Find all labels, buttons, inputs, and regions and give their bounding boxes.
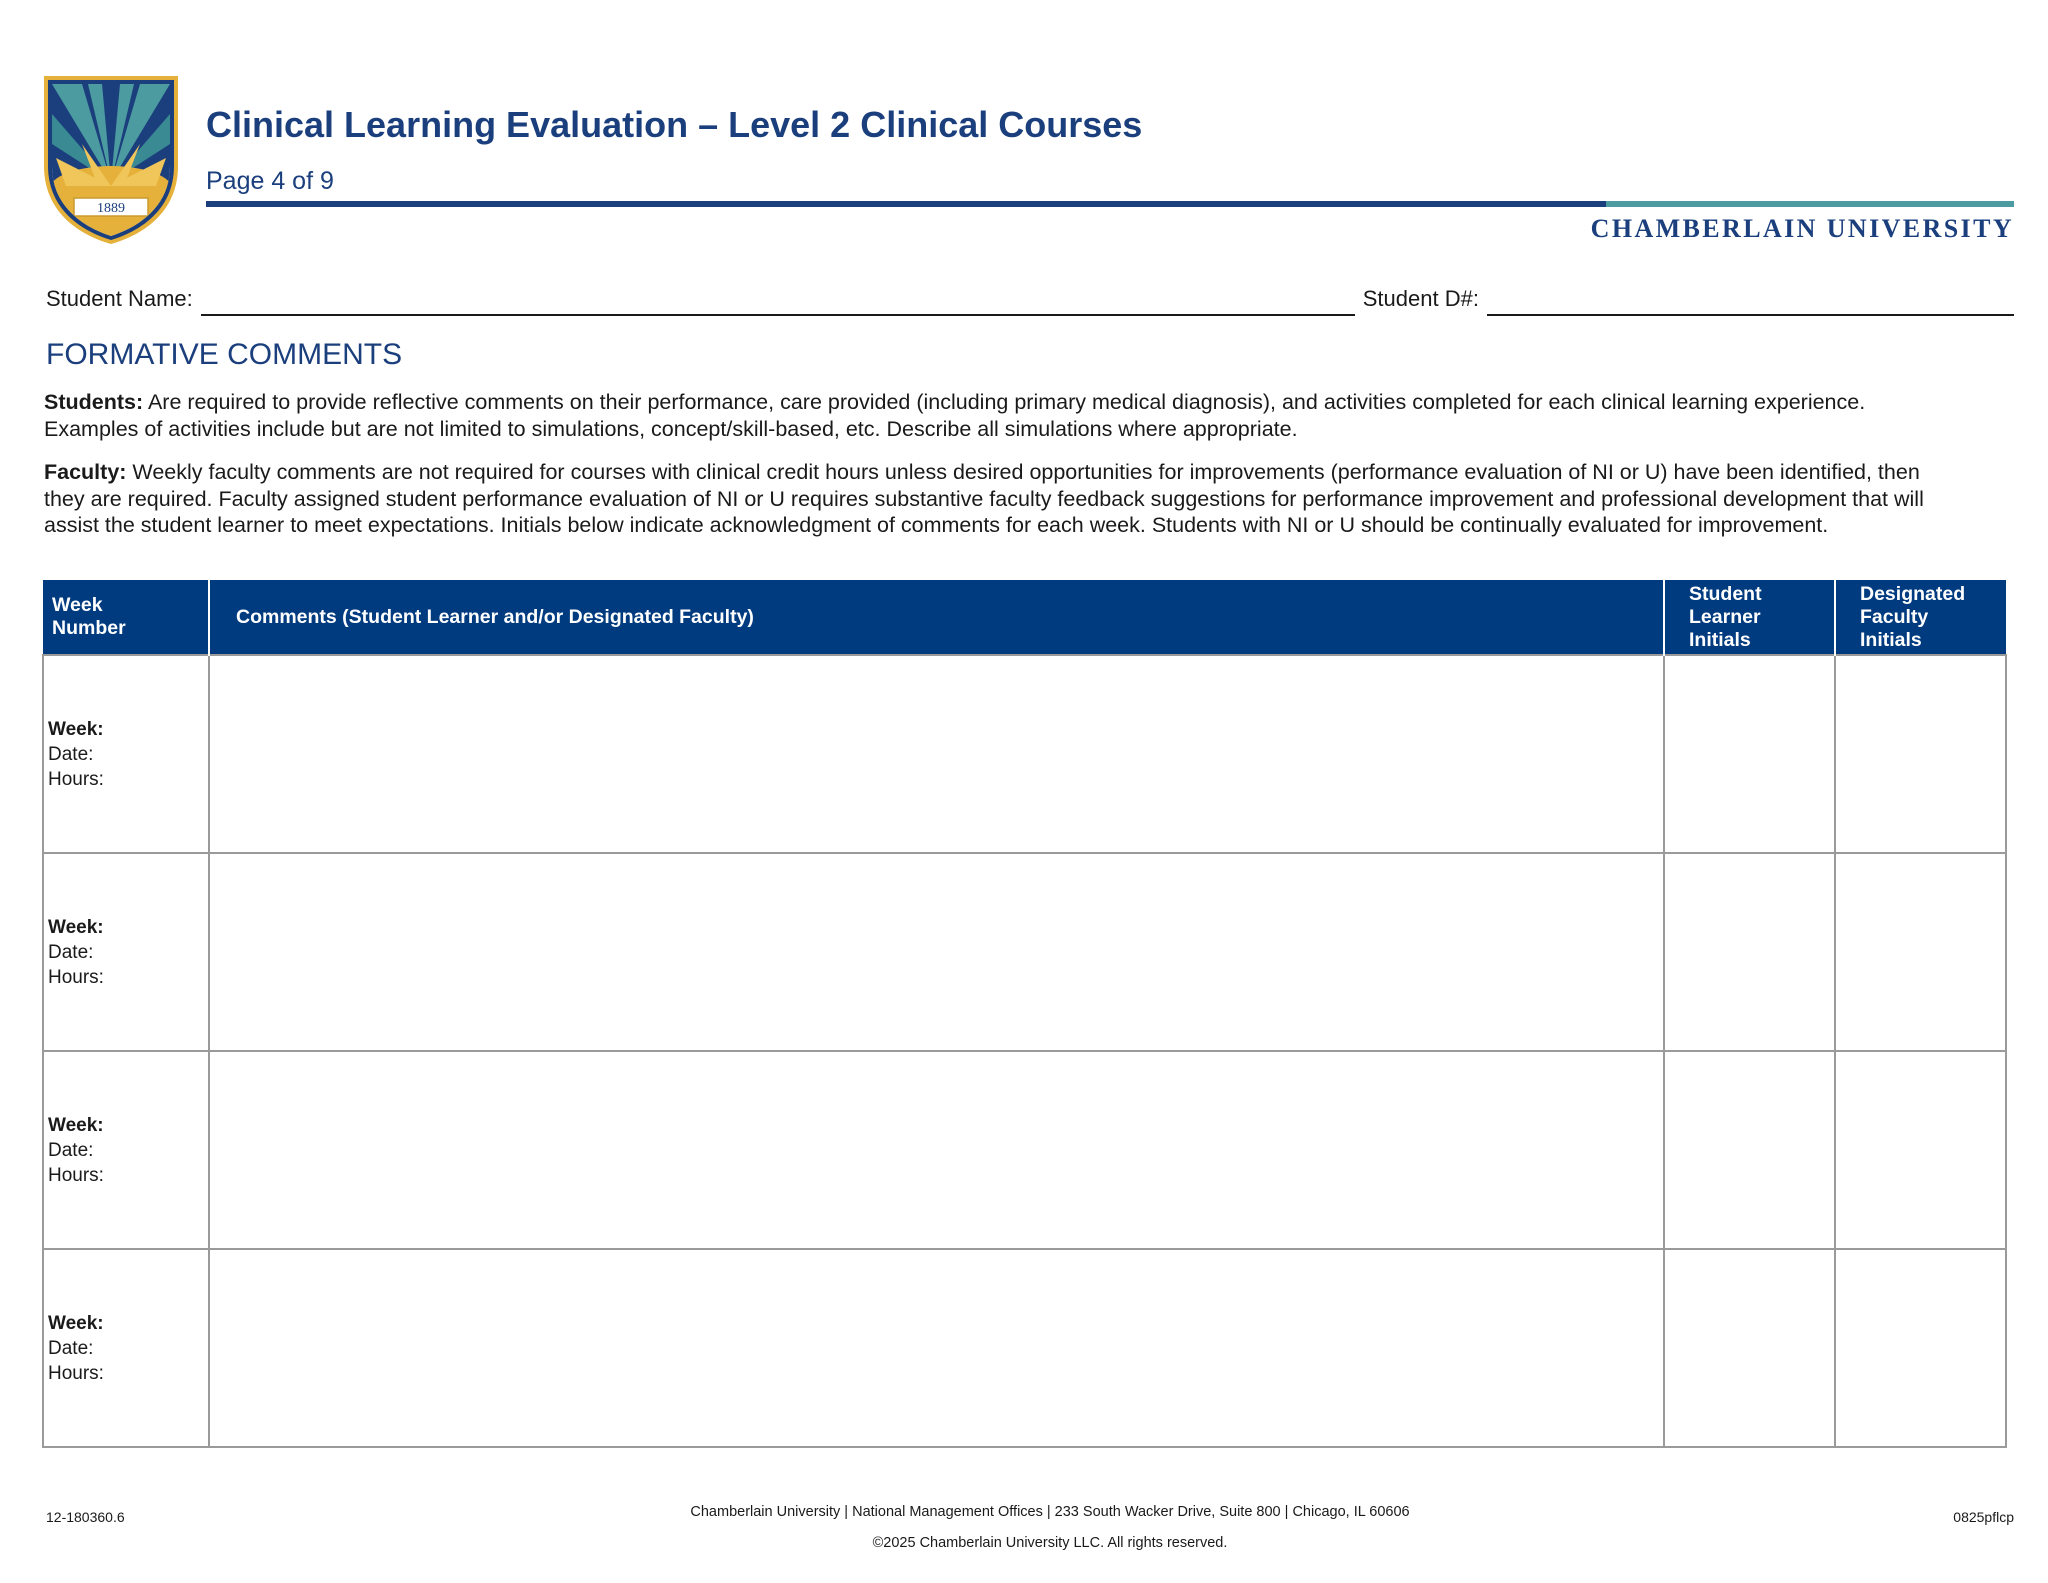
student-initials-cell[interactable]: [1664, 853, 1835, 1051]
header-rule-navy: [206, 201, 1606, 207]
header-comments: Comments (Student Learner and/or Designated Faculty): [209, 580, 1664, 655]
date-label: Date:: [48, 743, 94, 765]
table-row: [43, 853, 2006, 1051]
comments-cell[interactable]: [209, 853, 1664, 1051]
hours-label: Hours:: [48, 768, 104, 790]
footer-doc-code: 12-180360.6: [46, 1509, 125, 1525]
student-info-row: [46, 284, 2014, 316]
document-title: Clinical Learning Evaluation – Level 2 Clinical Courses: [206, 104, 1143, 145]
footer-form-code: 0825pflcp: [1953, 1509, 2014, 1525]
header-rule-teal: [1606, 201, 2014, 207]
page-indicator: Page 4 of 9: [206, 167, 334, 195]
week-label: Week:: [48, 916, 104, 938]
header-student-initials: Student Learner Initials: [1664, 580, 1835, 655]
university-wordmark: CHAMBERLAIN UNIVERSITY: [1590, 214, 2014, 243]
table-row: [43, 1249, 2006, 1447]
faculty-initials-cell[interactable]: [1835, 1249, 2006, 1447]
footer-address: Chamberlain University | National Management Offices | 233 South Wacker Drive, Suite 800 | Chicago, IL 60606: [690, 1504, 1410, 1520]
date-label: Date:: [48, 941, 94, 963]
student-name-label: Student Name:: [46, 286, 193, 311]
table-row: [43, 1051, 2006, 1249]
svg-text:1889: 1889: [97, 201, 125, 216]
students-lead: Students:: [44, 390, 144, 414]
header-faculty-initials: Designated Faculty Initials: [1835, 580, 2006, 655]
hours-label: Hours:: [48, 1362, 104, 1384]
student-initials-cell[interactable]: [1664, 1051, 1835, 1249]
students-text: Are required to provide reflective comments on their performance, care provided (including primary medical diagnosis), and activities completed for each clinical learning experience. Examples of activities include but are not limited to simulations, concept/skill-based, etc. Describe all simulations where appropriate.: [44, 390, 1866, 441]
chamberlain-shield-logo: [42, 74, 180, 244]
footer-center: [0, 1497, 2048, 1559]
student-name-field[interactable]: [201, 290, 1355, 316]
table-header-row: [43, 580, 2006, 655]
week-label: Week:: [48, 1114, 104, 1136]
week-cell[interactable]: [43, 1249, 209, 1447]
formative-comments-table: [42, 580, 2007, 1448]
date-label: Date:: [48, 1337, 94, 1359]
header-week-number: Week Number: [43, 580, 209, 655]
table-row: [43, 655, 2006, 853]
hours-label: Hours:: [48, 1164, 104, 1186]
students-instructions: [44, 389, 1944, 442]
week-cell[interactable]: [43, 655, 209, 853]
student-initials-cell[interactable]: [1664, 655, 1835, 853]
student-initials-cell[interactable]: [1664, 1249, 1835, 1447]
comments-cell[interactable]: [209, 1249, 1664, 1447]
week-label: Week:: [48, 718, 104, 740]
comments-cell[interactable]: [209, 1051, 1664, 1249]
faculty-initials-cell[interactable]: [1835, 655, 2006, 853]
section-title: FORMATIVE COMMENTS: [46, 338, 403, 371]
student-id-field[interactable]: [1487, 290, 2014, 316]
comments-cell[interactable]: [209, 655, 1664, 853]
student-id-label: Student D#:: [1362, 286, 1479, 311]
week-cell[interactable]: [43, 1051, 209, 1249]
date-label: Date:: [48, 1139, 94, 1161]
faculty-lead: Faculty:: [44, 460, 127, 484]
faculty-instructions: [44, 459, 1944, 539]
week-label: Week:: [48, 1312, 104, 1334]
faculty-initials-cell[interactable]: [1835, 853, 2006, 1051]
footer-copyright: ©2025 Chamberlain University LLC. All rights reserved.: [872, 1535, 1228, 1551]
week-cell[interactable]: [43, 853, 209, 1051]
faculty-initials-cell[interactable]: [1835, 1051, 2006, 1249]
faculty-text: Weekly faculty comments are not required for courses with clinical credit hours unless desired opportunities for improvements (performance evaluation of NI or U) have been identified, then they are required. Faculty assigned student performance evaluation of NI or U requires substantive faculty feedback suggestions for performance improvement and professional development that will assist the student learner to meet expectations. Initials below indicate acknowledgment of comments for each week. Students with NI or U should be continually evaluated for improvement.: [44, 460, 1924, 537]
hours-label: Hours:: [48, 966, 104, 988]
